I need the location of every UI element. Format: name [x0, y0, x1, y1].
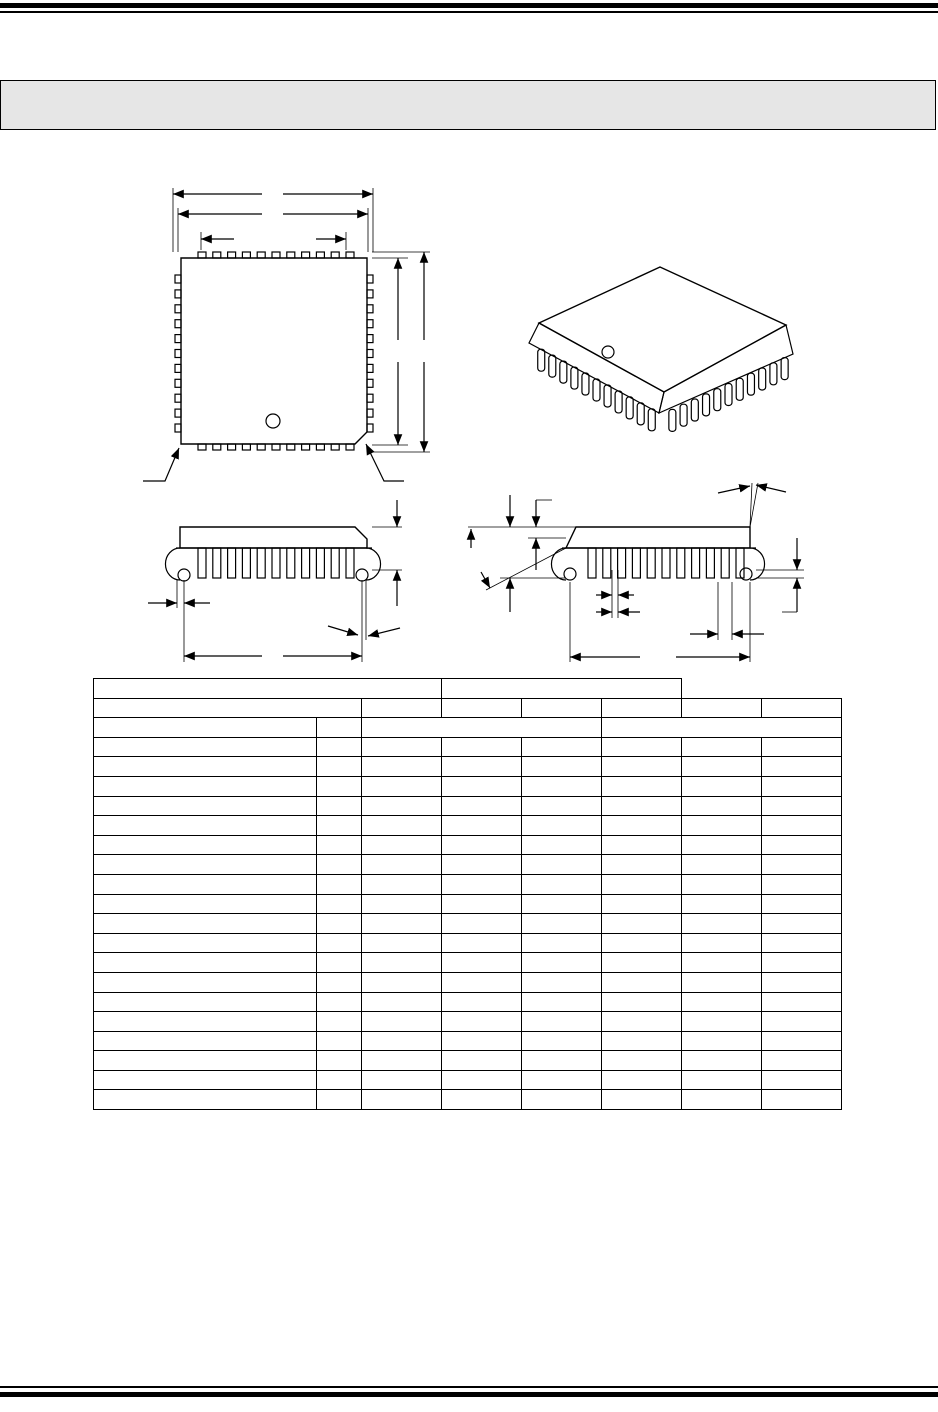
right-pin: [367, 335, 373, 343]
left-pin: [175, 394, 181, 402]
table-cell: [762, 737, 842, 757]
right-pin: [367, 364, 373, 372]
table-cell: [522, 698, 602, 718]
table-cell: [762, 1051, 842, 1071]
table-cell: [317, 972, 362, 992]
table-cell: [94, 933, 317, 953]
table-cell: [762, 894, 842, 914]
table-cell: [762, 776, 842, 796]
iso-pin: [680, 404, 687, 426]
table-cell: [522, 992, 602, 1012]
table-cell: [94, 914, 317, 934]
table-cell: [94, 1031, 317, 1051]
table-cell: [682, 698, 762, 718]
table-cell: [362, 933, 442, 953]
detail-pin: [618, 548, 626, 578]
detail-pin: [692, 548, 700, 578]
table-row: [94, 874, 842, 894]
table-cell: [442, 1070, 522, 1090]
table-cell: [94, 1051, 317, 1071]
table-cell: [94, 679, 442, 699]
table-row: [94, 757, 842, 777]
table-cell: [94, 1090, 317, 1110]
table-cell: [94, 874, 317, 894]
detail-pin: [721, 548, 729, 578]
table-cell: [94, 1070, 317, 1090]
table-cell: [442, 737, 522, 757]
top-view: [143, 188, 430, 481]
table-cell: [682, 1090, 762, 1110]
detail-pin: [706, 548, 714, 578]
table-cell: [602, 953, 682, 973]
table-cell: [317, 1070, 362, 1090]
left-pin: [175, 364, 181, 372]
table-cell: [442, 679, 682, 699]
bottom-pin: [287, 444, 295, 450]
table-cell: [602, 1070, 682, 1090]
iso-pin: [560, 361, 567, 383]
table-cell: [317, 894, 362, 914]
top-pin: [331, 252, 339, 258]
table-cell: [762, 933, 842, 953]
table-cell: [362, 737, 442, 757]
table-cell: [522, 1090, 602, 1110]
top-pin: [228, 252, 236, 258]
table-cell: [362, 776, 442, 796]
table-cell: [602, 874, 682, 894]
table-cell: [762, 835, 842, 855]
table-cell: [522, 835, 602, 855]
table-cell: [442, 1051, 522, 1071]
bottom-pin: [213, 444, 221, 450]
iso-pin: [781, 358, 788, 380]
table-row: [94, 796, 842, 816]
table-cell: [317, 757, 362, 777]
table-cell: [522, 953, 602, 973]
iso-pin: [615, 391, 622, 413]
top-pin: [346, 252, 354, 258]
right-pin: [367, 379, 373, 387]
table-cell: [602, 1051, 682, 1071]
table-cell: [317, 737, 362, 757]
iso-pin: [770, 363, 777, 385]
iso-pin: [747, 373, 754, 395]
detail-pin: [677, 548, 685, 578]
table-row: [94, 737, 842, 757]
bottom-rule-thin: [0, 1386, 938, 1388]
table-cell: [762, 698, 842, 718]
table-cell: [682, 1012, 762, 1032]
table-cell: [762, 757, 842, 777]
table-cell: [442, 1012, 522, 1032]
table-cell: [522, 776, 602, 796]
header-row-units: [94, 679, 842, 699]
table-cell: [522, 874, 602, 894]
bottom-pin: [228, 444, 236, 450]
table-cell: [94, 718, 317, 738]
table-cell: [362, 855, 442, 875]
iso-pin: [604, 385, 611, 407]
iso-pin: [669, 409, 676, 431]
side-detail-view: [468, 483, 804, 662]
table-cell: [762, 855, 842, 875]
table-row: [94, 835, 842, 855]
table-cell: [762, 972, 842, 992]
table-cell: [362, 1012, 442, 1032]
table-cell: [362, 972, 442, 992]
table-cell: [317, 1012, 362, 1032]
table-cell: [522, 1051, 602, 1071]
header-row-limits: [94, 698, 842, 718]
right-pin: [367, 409, 373, 417]
left-pin: [175, 305, 181, 313]
table-cell: [362, 1090, 442, 1110]
table-cell: [682, 953, 762, 973]
side-pin: [257, 548, 265, 578]
table-cell: [362, 1031, 442, 1051]
bottom-pin: [331, 444, 339, 450]
table-cell: [442, 1090, 522, 1110]
table-cell: [602, 776, 682, 796]
table-cell: [317, 992, 362, 1012]
detail-pin: [647, 548, 655, 578]
table-cell: [94, 737, 317, 757]
table-cell: [682, 874, 762, 894]
table-row: [94, 1070, 842, 1090]
table-cell: [94, 816, 317, 836]
side-pin: [198, 548, 206, 578]
iso-pin: [637, 403, 644, 425]
pin1-marker-top: [266, 414, 280, 428]
table-cell: [442, 972, 522, 992]
table-row: [94, 992, 842, 1012]
table-cell: [602, 718, 842, 738]
table-cell: [522, 894, 602, 914]
table-cell: [317, 816, 362, 836]
left-pin: [175, 320, 181, 328]
table-cell: [442, 835, 522, 855]
detail-pin: [662, 548, 670, 578]
top-pin: [272, 252, 280, 258]
table-cell: [317, 1051, 362, 1071]
table-cell: [362, 1051, 442, 1071]
table-cell: [682, 776, 762, 796]
table-cell: [762, 1070, 842, 1090]
table-cell: [442, 992, 522, 1012]
table-cell: [602, 835, 682, 855]
iso-pin: [582, 373, 589, 395]
table-row: [94, 933, 842, 953]
top-pin: [213, 252, 221, 258]
table-cell: [94, 992, 317, 1012]
table-cell: [317, 796, 362, 816]
left-pin: [175, 275, 181, 283]
table-cell: [317, 1090, 362, 1110]
table-cell: [602, 816, 682, 836]
table-cell: [682, 894, 762, 914]
isometric-view: [529, 267, 793, 431]
table-cell: [94, 757, 317, 777]
top-pin: [316, 252, 324, 258]
table-cell: [682, 933, 762, 953]
package-outline-drawing: [0, 0, 938, 670]
table-row: [94, 953, 842, 973]
table-cell: [442, 776, 522, 796]
table-cell: [362, 718, 602, 738]
dimension-table: [93, 678, 842, 1110]
table-cell: [522, 933, 602, 953]
left-pin: [175, 350, 181, 358]
table-cell: [317, 1031, 362, 1051]
detail-pin: [632, 548, 640, 578]
left-pin: [175, 424, 181, 432]
table-cell: [317, 718, 362, 738]
table-cell: [94, 953, 317, 973]
top-pin: [302, 252, 310, 258]
table-cell: [762, 816, 842, 836]
table-cell: [602, 1031, 682, 1051]
table-cell: [94, 776, 317, 796]
bottom-rule-thick: [0, 1392, 938, 1397]
table-cell: [762, 1031, 842, 1051]
iso-pin: [736, 378, 743, 400]
side-view: [148, 500, 402, 662]
right-pin: [367, 424, 373, 432]
side-pin: [213, 548, 221, 578]
table-cell: [682, 914, 762, 934]
table-cell: [522, 972, 602, 992]
table-cell: [362, 835, 442, 855]
table-cell: [762, 914, 842, 934]
table-cell: [762, 1090, 842, 1110]
table-cell: [362, 757, 442, 777]
table-cell: [682, 796, 762, 816]
left-pin: [175, 409, 181, 417]
table-cell: [317, 855, 362, 875]
table-cell: [682, 1031, 762, 1051]
table-cell: [602, 1090, 682, 1110]
table-cell: [362, 874, 442, 894]
right-pin: [367, 275, 373, 283]
table-cell: [317, 914, 362, 934]
table-cell: [442, 757, 522, 777]
table-cell: [522, 1070, 602, 1090]
table-cell: [94, 855, 317, 875]
bottom-pin: [346, 444, 354, 450]
table-cell: [442, 816, 522, 836]
table-cell: [602, 737, 682, 757]
table-cell: [762, 1012, 842, 1032]
table-cell: [602, 757, 682, 777]
table-cell: [362, 1070, 442, 1090]
left-pin: [175, 290, 181, 298]
iso-pin: [703, 394, 710, 416]
table-cell: [522, 757, 602, 777]
right-pin: [367, 305, 373, 313]
iso-pin: [626, 397, 633, 419]
table-row: [94, 816, 842, 836]
bottom-pin: [316, 444, 324, 450]
table-row: [94, 1012, 842, 1032]
table-cell: [442, 914, 522, 934]
table-cell: [442, 698, 522, 718]
table-cell: [94, 835, 317, 855]
table-cell: [317, 835, 362, 855]
table-row: [94, 1051, 842, 1071]
bottom-pin: [272, 444, 280, 450]
table-cell: [317, 953, 362, 973]
table-cell: [94, 698, 362, 718]
left-pin: [175, 379, 181, 387]
table-cell: [442, 796, 522, 816]
left-pin: [175, 335, 181, 343]
iso-pin: [691, 399, 698, 421]
table-cell: [362, 953, 442, 973]
table-cell: [682, 855, 762, 875]
table-cell: [602, 698, 682, 718]
bottom-pin: [198, 444, 206, 450]
table-cell: [682, 1051, 762, 1071]
table-cell: [762, 874, 842, 894]
iso-pin: [549, 355, 556, 377]
detail-pin: [603, 548, 611, 578]
table-cell: [602, 933, 682, 953]
table-cell: [522, 796, 602, 816]
side-pin: [316, 548, 324, 578]
table-cell: [602, 992, 682, 1012]
table-row: [94, 1090, 842, 1110]
table-cell: [682, 757, 762, 777]
table-row: [94, 855, 842, 875]
table-cell: [362, 914, 442, 934]
table-cell: [602, 855, 682, 875]
table-row: [94, 1031, 842, 1051]
table-cell: [317, 933, 362, 953]
table-cell: [442, 855, 522, 875]
iso-pin: [593, 379, 600, 401]
table-cell: [362, 816, 442, 836]
table-cell: [362, 894, 442, 914]
bottom-pin: [242, 444, 250, 450]
right-pin: [367, 290, 373, 298]
table-row: [94, 972, 842, 992]
iso-pin: [714, 389, 721, 411]
table-cell: [442, 894, 522, 914]
table-row: [94, 776, 842, 796]
detail-pin: [588, 548, 596, 578]
table-cell: [522, 816, 602, 836]
table-cell: [762, 992, 842, 1012]
iso-pin: [571, 367, 578, 389]
table-cell: [317, 874, 362, 894]
table-cell: [602, 1012, 682, 1032]
table-cell: [362, 796, 442, 816]
side-pin: [302, 548, 310, 578]
table-cell: [682, 835, 762, 855]
table-cell: [442, 1031, 522, 1051]
table-cell: [602, 894, 682, 914]
table-cell: [762, 953, 842, 973]
table-row: [94, 914, 842, 934]
table-cell: [602, 914, 682, 934]
table-cell: [602, 972, 682, 992]
side-pin: [346, 548, 354, 578]
iso-pin: [759, 368, 766, 390]
bottom-pin: [257, 444, 265, 450]
side-pin: [287, 548, 295, 578]
bottom-pin: [302, 444, 310, 450]
table-cell: [682, 737, 762, 757]
pin1-marker-iso: [602, 346, 614, 358]
table-cell: [522, 1031, 602, 1051]
top-pin: [287, 252, 295, 258]
table-cell: [94, 796, 317, 816]
table-cell: [442, 874, 522, 894]
side-pin: [272, 548, 280, 578]
table-cell: [94, 972, 317, 992]
table-cell: [522, 855, 602, 875]
top-pin: [257, 252, 265, 258]
iso-pin: [725, 384, 732, 406]
table-cell: [522, 914, 602, 934]
iso-pin: [648, 409, 655, 431]
iso-pin: [538, 349, 545, 371]
table-cell: [362, 698, 442, 718]
table-cell: [682, 816, 762, 836]
side-pin: [228, 548, 236, 578]
table-cell: [762, 796, 842, 816]
table-cell: [442, 953, 522, 973]
table-cell: [682, 972, 762, 992]
table-cell: [522, 1012, 602, 1032]
table-cell: [682, 1070, 762, 1090]
table-cell: [442, 933, 522, 953]
header-row-params: [94, 718, 842, 738]
table-row: [94, 894, 842, 914]
top-view-body: [181, 258, 367, 444]
table-cell: [522, 737, 602, 757]
side-pin: [331, 548, 339, 578]
table-cell: [682, 992, 762, 1012]
table-cell: [94, 894, 317, 914]
table-cell: [362, 992, 442, 1012]
right-pin: [367, 320, 373, 328]
table-cell: [317, 776, 362, 796]
side-pin: [242, 548, 250, 578]
top-pin: [242, 252, 250, 258]
right-pin: [367, 350, 373, 358]
table-cell: [94, 1012, 317, 1032]
right-pin: [367, 394, 373, 402]
top-pin: [198, 252, 206, 258]
table-cell: [602, 796, 682, 816]
